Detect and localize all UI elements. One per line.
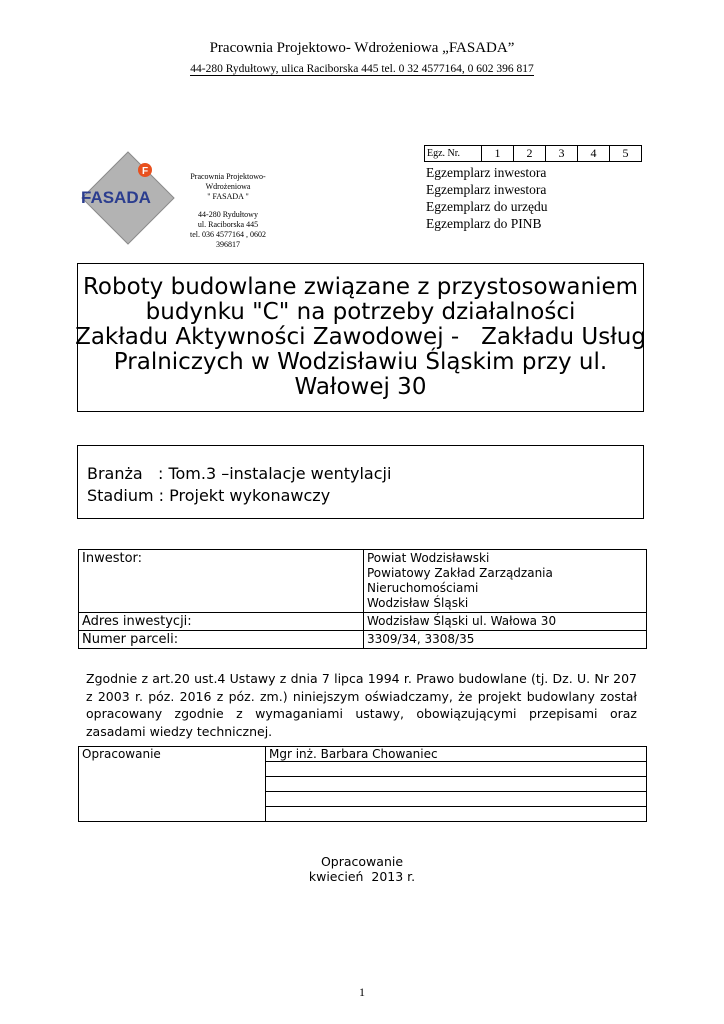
- branza-box: [77, 445, 644, 519]
- logo-line: ul. Raciborska 445: [197, 220, 259, 229]
- investor-label: Inwestor:: [79, 550, 364, 613]
- footer-label: Opracowanie: [320, 854, 404, 869]
- copies-list: [426, 164, 547, 232]
- parcel-value: 3309/34, 3308/35: [364, 631, 647, 649]
- project-title-box: [77, 263, 644, 412]
- title-line: Roboty budowlane związane z przystosowaniem: [82, 274, 639, 300]
- investor-line: Powiatowy Zakład Zarządzania: [367, 566, 553, 580]
- logo-line: tel. 036 4577164 , 0602 396817: [190, 230, 266, 249]
- copy-number: 2: [514, 146, 546, 162]
- copy-number: 4: [578, 146, 610, 162]
- project-title: [65, 275, 656, 400]
- firm-header: Pracownia Projektowo- Wdrożeniowa „FASADA”: [209, 40, 515, 56]
- svg-text:F: F: [142, 166, 149, 177]
- copy-item: Egzemplarz do urzędu: [426, 199, 548, 214]
- copy-item: Egzemplarz inwestora: [426, 165, 547, 180]
- title-line: Wałowej 30: [294, 374, 427, 400]
- logo-line: " FASADA ": [207, 192, 249, 201]
- fasada-logo: [78, 150, 278, 249]
- copies-label: Egz. Nr.: [425, 146, 482, 162]
- firm-address: [0, 63, 724, 75]
- prepared-table: [78, 746, 647, 822]
- investor-line: Powiat Wodzisławski: [367, 551, 490, 565]
- empty-cell: [266, 777, 647, 792]
- footer: [0, 854, 724, 884]
- empty-cell: [266, 792, 647, 807]
- title-line: Zakładu Aktywności Zawodowej - Zakładu Usług: [75, 324, 646, 350]
- stadium-line: Stadium : Projekt wykonawczy: [87, 486, 331, 505]
- copy-number: 5: [610, 146, 642, 162]
- copies-table: [424, 145, 642, 162]
- legal-statement: Zgodnie z art.20 ust.4 Ustawy z dnia 7 lipca 1994 r. Prawo budowlane (tj. Dz. U. Nr 207 z 2003 r. póz. 2016 z póz. zm.) niniejszym oświadczamy, że projekt budowlany został opracowany zgodnie z wymaganiami ustawy, obowiązującymi przepisami oraz zasadami wiedzy technicznej.: [86, 671, 637, 739]
- logo-brand: FASADA: [81, 188, 151, 207]
- copy-item: Egzemplarz inwestora: [426, 182, 547, 197]
- copy-item: Egzemplarz do PINB: [426, 216, 542, 231]
- copy-number: 3: [546, 146, 578, 162]
- investor-line: Nieruchomościami: [367, 581, 479, 595]
- table-row: [79, 550, 647, 613]
- investor-table: [78, 549, 647, 649]
- firm-address-text: 44-280 Rydułtowy, ulica Raciborska 445 tel. 0 32 4577164, 0 602 396 817: [190, 63, 534, 75]
- logo-line: Pracownia Projektowo- Wdrożeniowa: [190, 172, 266, 191]
- logo-caption: [178, 172, 278, 250]
- title-line: budynku "C" na potrzeby działalności: [145, 299, 576, 325]
- prepared-label: Opracowanie: [79, 747, 266, 822]
- empty-cell: [266, 762, 647, 777]
- copy-number: 1: [482, 146, 514, 162]
- parcel-label: Numer parceli:: [79, 631, 364, 649]
- empty-cell: [266, 807, 647, 822]
- table-row: [79, 631, 647, 649]
- title-line: Pralniczych w Wodzisławiu Śląskim przy ul.: [113, 349, 608, 375]
- address-label: Adres inwestycji:: [79, 613, 364, 631]
- investor-value: [364, 550, 647, 613]
- page-number: 1: [359, 985, 365, 999]
- prepared-name: Mgr inż. Barbara Chowaniec: [266, 747, 647, 762]
- investor-line: Wodzisław Śląski: [367, 596, 469, 610]
- address-value: Wodzisław Śląski ul. Wałowa 30: [364, 613, 647, 631]
- branza-line: Branża : Tom.3 –instalacje wentylacji: [87, 464, 392, 483]
- table-row: [79, 613, 647, 631]
- table-row: [79, 747, 647, 762]
- footer-date: kwiecień 2013 r.: [308, 869, 416, 884]
- logo-line: 44-280 Rydułtowy: [198, 210, 258, 219]
